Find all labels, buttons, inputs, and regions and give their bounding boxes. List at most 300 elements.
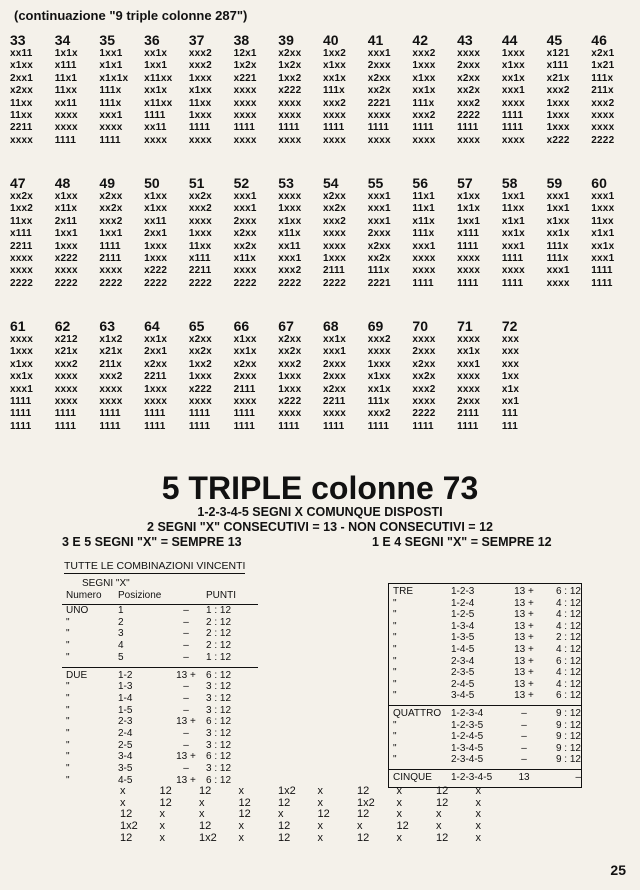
table-cell: 2 : 12	[206, 616, 232, 628]
sign-cell: 1111	[144, 408, 166, 420]
sign-cell: 111x	[323, 85, 345, 97]
bottom-grid-cell: x	[317, 820, 323, 833]
sign-cell: 211x	[591, 85, 614, 97]
table-cell: 1-2-3-5	[451, 719, 484, 731]
sign-cell: 1xxx	[54, 240, 78, 252]
table-cell: "	[66, 716, 70, 728]
bottom-grid-cell: x	[475, 785, 481, 797]
table-cell: "	[393, 690, 397, 702]
right-table-group-tre	[389, 584, 581, 706]
sign-cell: 2222	[233, 277, 257, 289]
table-cell: CINQUE	[393, 771, 432, 783]
sign-cell: xxxx	[99, 396, 123, 408]
table-cell: 2-3-4	[451, 655, 475, 667]
schedule-column	[502, 318, 547, 433]
column-number: 39	[278, 32, 294, 48]
sign-cell: xxxx	[457, 253, 481, 265]
sign-cell: x2xx	[233, 358, 257, 370]
sign-cell: x2xx	[278, 48, 302, 59]
bottom-grid-cell: 12	[278, 796, 291, 809]
table-row	[389, 720, 581, 732]
column-number: 34	[54, 32, 71, 48]
schedule-column	[99, 318, 144, 433]
sign-cell: x222	[54, 253, 78, 265]
sign-cell: xx1x	[591, 240, 615, 252]
column-number: 50	[144, 175, 160, 191]
sign-cell: 1xxx	[546, 122, 570, 134]
sign-cell: 2222	[10, 277, 34, 289]
table-cell: –	[183, 692, 189, 704]
schedule-column	[323, 318, 368, 433]
sign-cell: xxxx	[233, 97, 257, 109]
sign-cell: 1111	[144, 420, 166, 432]
sign-cell: xxx1	[546, 191, 570, 202]
schedule-column	[457, 32, 502, 147]
sign-cell: xxx2	[278, 358, 302, 370]
sign-cell: xxx2	[367, 334, 391, 345]
table-row	[62, 617, 258, 629]
schedule-column	[144, 175, 189, 290]
sign-cell: xxx2	[188, 60, 212, 72]
bottom-grid-column	[239, 786, 279, 845]
sign-cell: 1111	[591, 277, 613, 289]
bottom-grid-column	[397, 786, 437, 845]
table-cell: –	[521, 731, 527, 743]
table-cell: 1-2-3	[451, 586, 475, 597]
left-table-header-top: SEGNI "X"	[82, 578, 130, 589]
sign-cell: 1xx1	[99, 48, 123, 59]
right-table-group-cinque	[389, 770, 581, 787]
bottom-grid-cell: 12	[357, 831, 370, 844]
table-cell: "	[393, 632, 397, 644]
table-cell: 3 : 12	[206, 704, 232, 716]
left-table-group-uno	[62, 605, 258, 664]
schedule-column	[55, 318, 100, 433]
sign-cell: xx2x	[99, 203, 123, 215]
table-cell: 1-2	[118, 669, 133, 681]
table-cell: 13	[518, 771, 530, 783]
table-cell: 13 +	[514, 586, 534, 597]
bottom-grid-cell: x	[159, 808, 165, 821]
bottom-grid-cell: 12	[317, 808, 330, 821]
table-row	[62, 728, 258, 740]
schedule-column	[457, 318, 502, 433]
column-number: 53	[278, 175, 294, 191]
table-cell: "	[66, 774, 70, 786]
table-cell: "	[393, 597, 397, 609]
sign-cell: xxxx	[233, 265, 257, 277]
sign-cell: 1x2x	[233, 60, 257, 72]
sign-cell: xx11	[10, 48, 33, 59]
sign-cell: 111x	[412, 228, 435, 240]
sign-cell: 12x1	[233, 48, 257, 59]
bottom-grid-cell: x	[120, 785, 126, 797]
table-cell: "	[393, 609, 397, 621]
column-number: 70	[412, 318, 428, 334]
sign-cell: xx2x	[412, 371, 436, 383]
column-number: 33	[10, 32, 26, 48]
sign-cell: 2222	[323, 277, 347, 289]
sign-cell: xx2x	[10, 191, 34, 202]
schedule-column	[457, 175, 502, 290]
sign-cell: x1xx	[233, 334, 257, 345]
sign-cell: 2x11	[54, 215, 78, 227]
sign-cell: xxx1	[233, 203, 257, 215]
left-table-divider	[62, 667, 258, 668]
sign-cell: xxx2	[188, 203, 212, 215]
sign-cell: xxx1	[367, 203, 391, 215]
sign-cell: 11x1	[412, 191, 435, 202]
column-number: 36	[144, 32, 160, 48]
sign-cell: 1111	[188, 122, 211, 134]
table-cell: "	[393, 667, 397, 679]
sign-cell: xx2x	[188, 191, 212, 202]
sign-cell: xxx2	[188, 48, 212, 59]
sign-cell: x1xx	[501, 60, 525, 72]
sign-cell: 2xx1	[144, 228, 168, 240]
table-cell: 9 : 12	[555, 731, 581, 743]
sign-cell: xx1x	[323, 334, 347, 345]
sign-cell: xxxx	[278, 191, 302, 202]
sign-cell: 1xxx	[591, 203, 615, 215]
bottom-grid-cell: 12	[199, 820, 212, 833]
sign-cell: xxx1	[233, 191, 257, 202]
sign-cell: 2xx1	[10, 72, 34, 84]
table-row	[389, 679, 581, 691]
table-cell: 6 : 12	[206, 669, 232, 681]
sign-cell: xxxx	[412, 265, 436, 277]
table-cell: 13 +	[176, 669, 196, 681]
table-cell: 13 +	[514, 643, 534, 655]
schedule-column	[368, 318, 413, 433]
sign-cell: xxxx	[233, 85, 257, 97]
sign-cell: 2111	[99, 253, 122, 265]
sign-cell: 1111	[457, 240, 479, 252]
table-cell: 13 +	[514, 632, 534, 644]
column-number: 67	[278, 318, 294, 334]
sign-cell: xxxx	[412, 253, 436, 265]
table-cell: 13 +	[176, 716, 196, 728]
column-number: 63	[99, 318, 115, 334]
sign-cell: 111x	[367, 265, 390, 277]
table-cell: –	[183, 616, 189, 628]
sign-cell: 2222	[144, 277, 168, 289]
sign-cell: xxxx	[99, 122, 123, 134]
table-cell: "	[393, 731, 397, 743]
bottom-grid-cell: x	[159, 831, 165, 844]
table-cell: 1-4-5	[451, 643, 475, 655]
sign-cell: xxx1	[591, 191, 615, 202]
bottom-grid-cell: x	[199, 796, 205, 809]
sign-cell: 1111	[144, 110, 166, 122]
sign-cell: 1xxx	[278, 203, 302, 215]
column-number: 64	[144, 318, 160, 334]
table-cell: 4 : 12	[555, 620, 581, 632]
sign-cell: xxxx	[323, 408, 347, 420]
table-row	[389, 656, 581, 668]
sign-cell: 111x	[546, 253, 569, 265]
schedule-column	[10, 32, 55, 147]
sign-cell: x2xx	[367, 240, 391, 252]
sign-cell: 2222	[99, 277, 123, 289]
column-number: 62	[54, 318, 71, 334]
sign-cell: xxxx	[412, 396, 436, 408]
table-row	[389, 690, 581, 702]
bottom-grid-cell: 12	[396, 820, 409, 833]
sign-cell: x111	[457, 228, 480, 240]
sign-cell: xx11	[278, 240, 301, 252]
bottom-grid-cell: x	[396, 831, 402, 844]
sign-cell: xxxx	[10, 134, 34, 146]
sign-cell: xx1x	[546, 228, 570, 240]
sign-cell: 1111	[278, 122, 300, 134]
schedule-column	[323, 175, 368, 290]
sign-cell: 1xxx	[10, 346, 34, 358]
sign-cell: xxxx	[278, 408, 302, 420]
sign-cell: xxxx	[54, 396, 78, 408]
table-cell: 6 : 12	[206, 716, 232, 728]
sign-cell: xxxx	[10, 253, 34, 265]
table-row	[389, 621, 581, 633]
table-cell: 13 +	[514, 609, 534, 621]
table-cell: TRE	[393, 586, 413, 597]
table-cell: 3 : 12	[206, 739, 232, 751]
sign-cell: x222	[546, 134, 570, 146]
schedule-column	[55, 175, 100, 290]
table-cell: 1-2-3-4	[451, 707, 484, 719]
table-cell: 1-4	[118, 692, 133, 704]
sign-cell: 1xx1	[501, 191, 525, 202]
schedule-column	[502, 32, 547, 147]
sign-cell: 1111	[367, 420, 390, 432]
sign-cell: 2211	[10, 122, 33, 134]
bottom-grid-cell: x	[475, 831, 481, 844]
bottom-grid-column	[120, 786, 160, 845]
table-cell: –	[183, 739, 189, 751]
table-cell: 4-5	[118, 774, 133, 786]
subtitle-1: 1-2-3-4-5 SEGNI X COMUNQUE DISPOSTI	[197, 505, 443, 519]
table-cell: 9 : 12	[555, 742, 581, 754]
table-cell: –	[183, 605, 189, 616]
sign-cell: xxx1	[367, 191, 391, 202]
page-number: 25	[610, 862, 626, 878]
sign-cell: xx1x	[144, 85, 168, 97]
table-cell: 4 : 12	[555, 643, 581, 655]
sign-cell: x2xx	[323, 191, 347, 202]
sign-cell: 1xxx	[367, 358, 391, 370]
column-number: 40	[323, 32, 339, 48]
header-posizione: Posizione	[118, 590, 162, 601]
sign-cell: xxxx	[10, 265, 34, 277]
column-number: 54	[323, 175, 339, 191]
sign-cell: 2111	[457, 408, 480, 420]
table-row	[62, 763, 258, 775]
table-cell: 5	[118, 651, 124, 663]
column-number: 58	[501, 175, 518, 191]
sign-cell: xxxx	[457, 48, 481, 59]
table-row	[389, 772, 581, 784]
sign-cell: xxxx	[323, 110, 347, 122]
sign-cell: xxx2	[54, 358, 78, 370]
sign-cell: 1111	[323, 420, 345, 432]
sign-cell: 1111	[54, 408, 77, 420]
table-row	[62, 681, 258, 693]
sign-cell: 2xxx	[367, 60, 391, 72]
sign-cell: 1111	[99, 420, 121, 432]
table-cell: DUE	[66, 669, 88, 681]
table-cell: 2 : 12	[555, 632, 581, 644]
column-number: 45	[546, 32, 563, 48]
continuation-note: (continuazione "9 triple colonne 287")	[14, 8, 248, 23]
sign-cell: xxx2	[323, 215, 347, 227]
table-row	[389, 667, 581, 679]
schedule-column	[144, 318, 189, 433]
table-cell: 3-4-5	[451, 690, 475, 702]
table-cell: 6 : 12	[555, 586, 581, 597]
sign-cell: 2xxx	[323, 358, 347, 370]
sign-cell: xxxx	[54, 383, 78, 395]
sign-cell: x212	[54, 334, 78, 345]
table-cell: 13 +	[514, 655, 534, 667]
sign-cell: xxxx	[501, 134, 525, 146]
table-cell: 2-3	[118, 716, 133, 728]
sign-cell: 211x	[99, 358, 122, 370]
sign-cell: x1x1	[501, 215, 525, 227]
sign-cell: 1xxx	[144, 383, 168, 395]
sign-cell: xx2x	[367, 85, 391, 97]
sign-cell: xx1x	[501, 228, 525, 240]
sign-cell: xxx1	[99, 110, 123, 122]
schedule-block-61-72	[10, 318, 636, 433]
table-cell: 1-2-4-5	[451, 731, 484, 743]
bottom-grid-cell: x	[436, 808, 442, 821]
schedule-column	[144, 32, 189, 147]
sign-cell: 111x	[99, 97, 122, 109]
sign-cell: xxxx	[54, 265, 78, 277]
sign-cell: 1111	[188, 420, 211, 432]
schedule-column	[547, 32, 592, 147]
column-number: 61	[10, 318, 26, 334]
table-cell: –	[183, 728, 189, 740]
bottom-grid-column	[476, 786, 516, 845]
sign-cell: 1111	[233, 122, 255, 134]
sign-cell: 1111	[188, 408, 211, 420]
sign-cell: 1111	[412, 420, 434, 432]
schedule-column	[189, 175, 234, 290]
column-number: 71	[457, 318, 473, 334]
sign-cell: xxx1	[546, 265, 570, 277]
sign-cell: xxxx	[367, 346, 391, 358]
table-row	[389, 586, 581, 598]
sign-cell: 1xxx	[188, 72, 212, 84]
table-cell: –	[521, 719, 527, 731]
sign-cell: x21x	[546, 72, 570, 84]
sign-cell: 11xx	[501, 203, 525, 215]
sign-cell: xxx1	[10, 383, 34, 395]
sign-cell: xxxx	[144, 396, 168, 408]
left-table-header	[62, 590, 258, 605]
sign-cell: 1xx2	[323, 48, 347, 59]
table-cell: "	[66, 681, 70, 693]
sign-cell: xxxx	[457, 265, 481, 277]
column-number: 48	[54, 175, 71, 191]
table-cell: "	[66, 651, 70, 663]
schedule-column	[189, 32, 234, 147]
sign-cell: 1xx2	[10, 203, 34, 215]
table-cell: –	[521, 707, 527, 719]
table-cell: "	[66, 692, 70, 704]
table-cell: 4	[118, 640, 124, 652]
sign-cell: 2xxx	[323, 371, 347, 383]
column-number: 56	[412, 175, 428, 191]
sign-cell: 1xxx	[501, 48, 525, 59]
table-row	[62, 716, 258, 728]
sign-cell: 111x	[591, 72, 614, 84]
sign-cell: x11xx	[144, 72, 173, 84]
sign-cell: xxx2	[323, 97, 347, 109]
table-cell: 2-3-4-5	[451, 754, 484, 766]
bottom-grid-cell: 12	[357, 785, 370, 797]
table-row	[62, 670, 258, 682]
schedule-column	[278, 175, 323, 290]
sign-cell: 2221	[367, 277, 391, 289]
table-cell: "	[66, 763, 70, 775]
bottom-grid-cell: 12	[238, 796, 251, 809]
table-cell: 13 +	[176, 774, 196, 786]
sign-cell: xxx1	[591, 253, 615, 265]
table-cell: 1 : 12	[206, 605, 232, 616]
sign-cell: xxxx	[233, 110, 257, 122]
sign-cell: xxx2	[278, 265, 302, 277]
sign-cell: xxxx	[233, 396, 257, 408]
table-cell: 2-4	[118, 728, 133, 740]
bottom-grid-cell: x	[238, 820, 244, 833]
sign-cell: 1111	[10, 420, 32, 432]
bottom-grid-cell: 12	[278, 831, 291, 844]
table-row	[62, 628, 258, 640]
sign-cell: 11xx	[54, 85, 78, 97]
sign-cell: 1x1x	[457, 203, 481, 215]
sign-cell: 1xx1	[54, 228, 78, 240]
subtitle-3-right: 1 E 4 SEGNI "X" = SEMPRE 12	[372, 535, 552, 549]
table-cell: –	[183, 651, 189, 663]
sign-cell: 2221	[367, 97, 391, 109]
sign-cell: xxxx	[367, 110, 391, 122]
column-number: 37	[188, 32, 205, 48]
column-number: 49	[99, 175, 115, 191]
table-cell: 13 +	[514, 690, 534, 702]
table-row	[62, 640, 258, 652]
schedule-column	[99, 32, 144, 147]
sign-cell: x2xx	[457, 72, 481, 84]
bottom-grid-cell: 1x2	[120, 820, 138, 833]
sign-cell: 11xx	[10, 97, 33, 109]
sign-cell: 1111	[501, 122, 524, 134]
table-cell: QUATTRO	[393, 707, 442, 719]
bottom-grid-cell: 12	[120, 808, 133, 821]
sign-cell: 2xxx	[457, 396, 481, 408]
sign-cell: x2xx	[99, 191, 123, 202]
sign-cell: 1111	[54, 420, 77, 432]
header-blank	[166, 590, 206, 602]
sign-cell: x1xx	[323, 60, 347, 72]
table-cell: "	[393, 719, 397, 731]
sign-cell: xx11	[144, 122, 167, 134]
table-cell: 13 +	[514, 597, 534, 609]
sign-cell: 1111	[501, 277, 524, 289]
table-cell: "	[66, 616, 70, 628]
bottom-grid-cell: 12	[159, 785, 172, 797]
